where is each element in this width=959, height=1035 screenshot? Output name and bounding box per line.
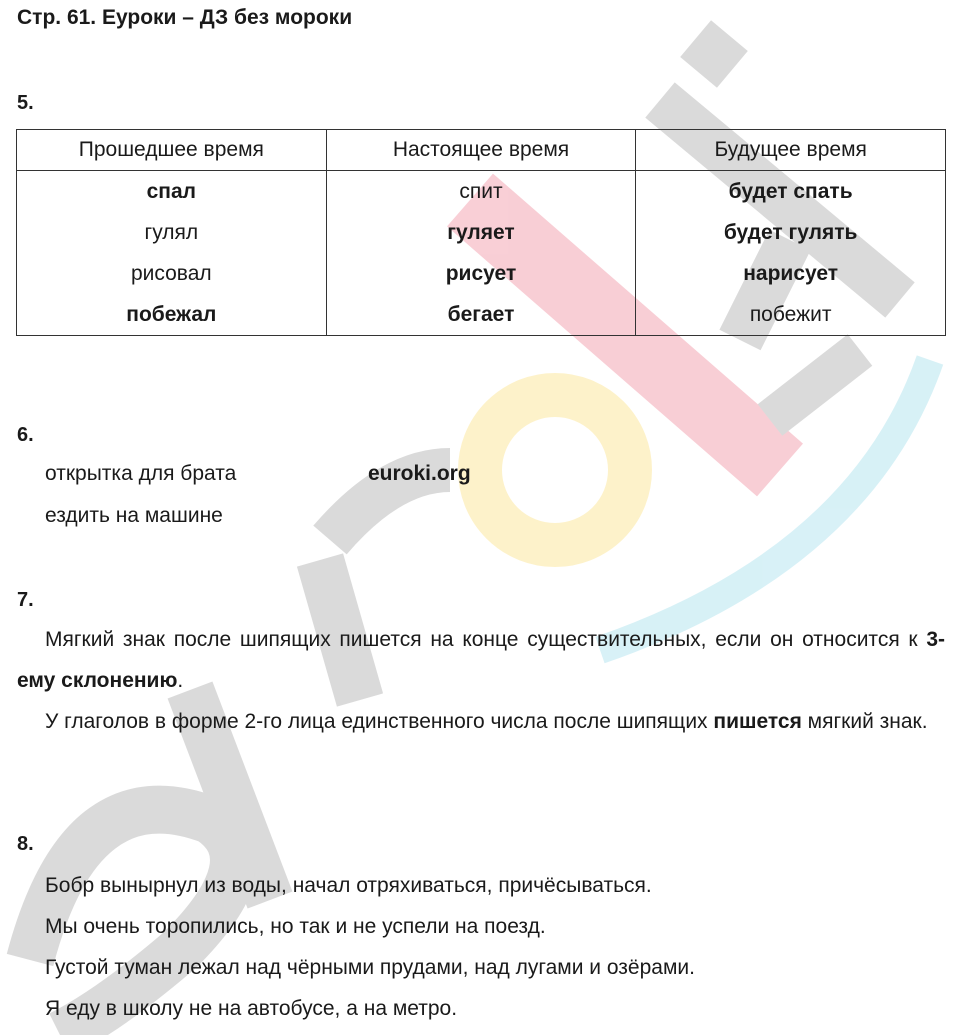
table-cell: побежал: [17, 294, 327, 336]
table-cell: спит: [326, 171, 636, 213]
task7-paragraph1: [17, 619, 945, 701]
table-cell: бегает: [326, 294, 636, 336]
table-cell: гуляет: [326, 212, 636, 253]
table-row: [17, 171, 946, 213]
table-cell: рисует: [326, 253, 636, 294]
table-row: [17, 294, 946, 336]
table-cell: побежит: [636, 294, 946, 336]
header-present: Настоящее время: [326, 130, 636, 171]
table-cell: будет гулять: [636, 212, 946, 253]
task6-line1: открытка для брата: [45, 462, 237, 485]
task7-paragraph2: [17, 701, 945, 742]
task5-number: 5.: [17, 92, 34, 114]
page-title: Стр. 61. Еуроки – ДЗ без мороки: [17, 6, 353, 29]
task8-number: 8.: [17, 833, 34, 855]
task8-sentence: Бобр вынырнул из воды, начал отряхиваться, причёсываться.: [45, 874, 652, 897]
table-row: [17, 212, 946, 253]
task7-p2-bold: пишется: [713, 710, 802, 733]
task6-line2: ездить на машине: [45, 504, 223, 527]
table-row: [17, 253, 946, 294]
header-past: Прошедшее время: [17, 130, 327, 171]
task7-p2-text: У глаголов в форме 2-го лица единственного числа после шипящих: [45, 710, 714, 733]
task6-number: 6.: [17, 424, 34, 446]
header-future: Будущее время: [636, 130, 946, 171]
task8-sentence: Я еду в школу не на автобусе, а на метро.: [45, 997, 458, 1020]
task8-sentence: Густой туман лежал над чёрными прудами, над лугами и озёрами.: [45, 956, 695, 979]
table-cell: гулял: [17, 212, 327, 253]
task7-p1-text: Мягкий знак после шипящих пишется на конце существительных, если он относится к: [45, 628, 927, 651]
table-cell: рисовал: [17, 253, 327, 294]
task7-p2-end: мягкий знак.: [801, 710, 928, 733]
tenses-table: [16, 129, 946, 336]
task7-p1-bold: 3-ему склонению: [17, 628, 945, 692]
site-label: euroki.org: [368, 462, 471, 485]
task8-sentence: Мы очень торопились, но так и не успели на поезд.: [45, 915, 546, 938]
table-cell: будет спать: [636, 171, 946, 213]
table-cell: нарисует: [636, 253, 946, 294]
task7-number: 7.: [17, 589, 34, 611]
task7-p1-end: .: [177, 669, 184, 692]
table-cell: спал: [17, 171, 327, 213]
table-header-row: [17, 130, 946, 171]
